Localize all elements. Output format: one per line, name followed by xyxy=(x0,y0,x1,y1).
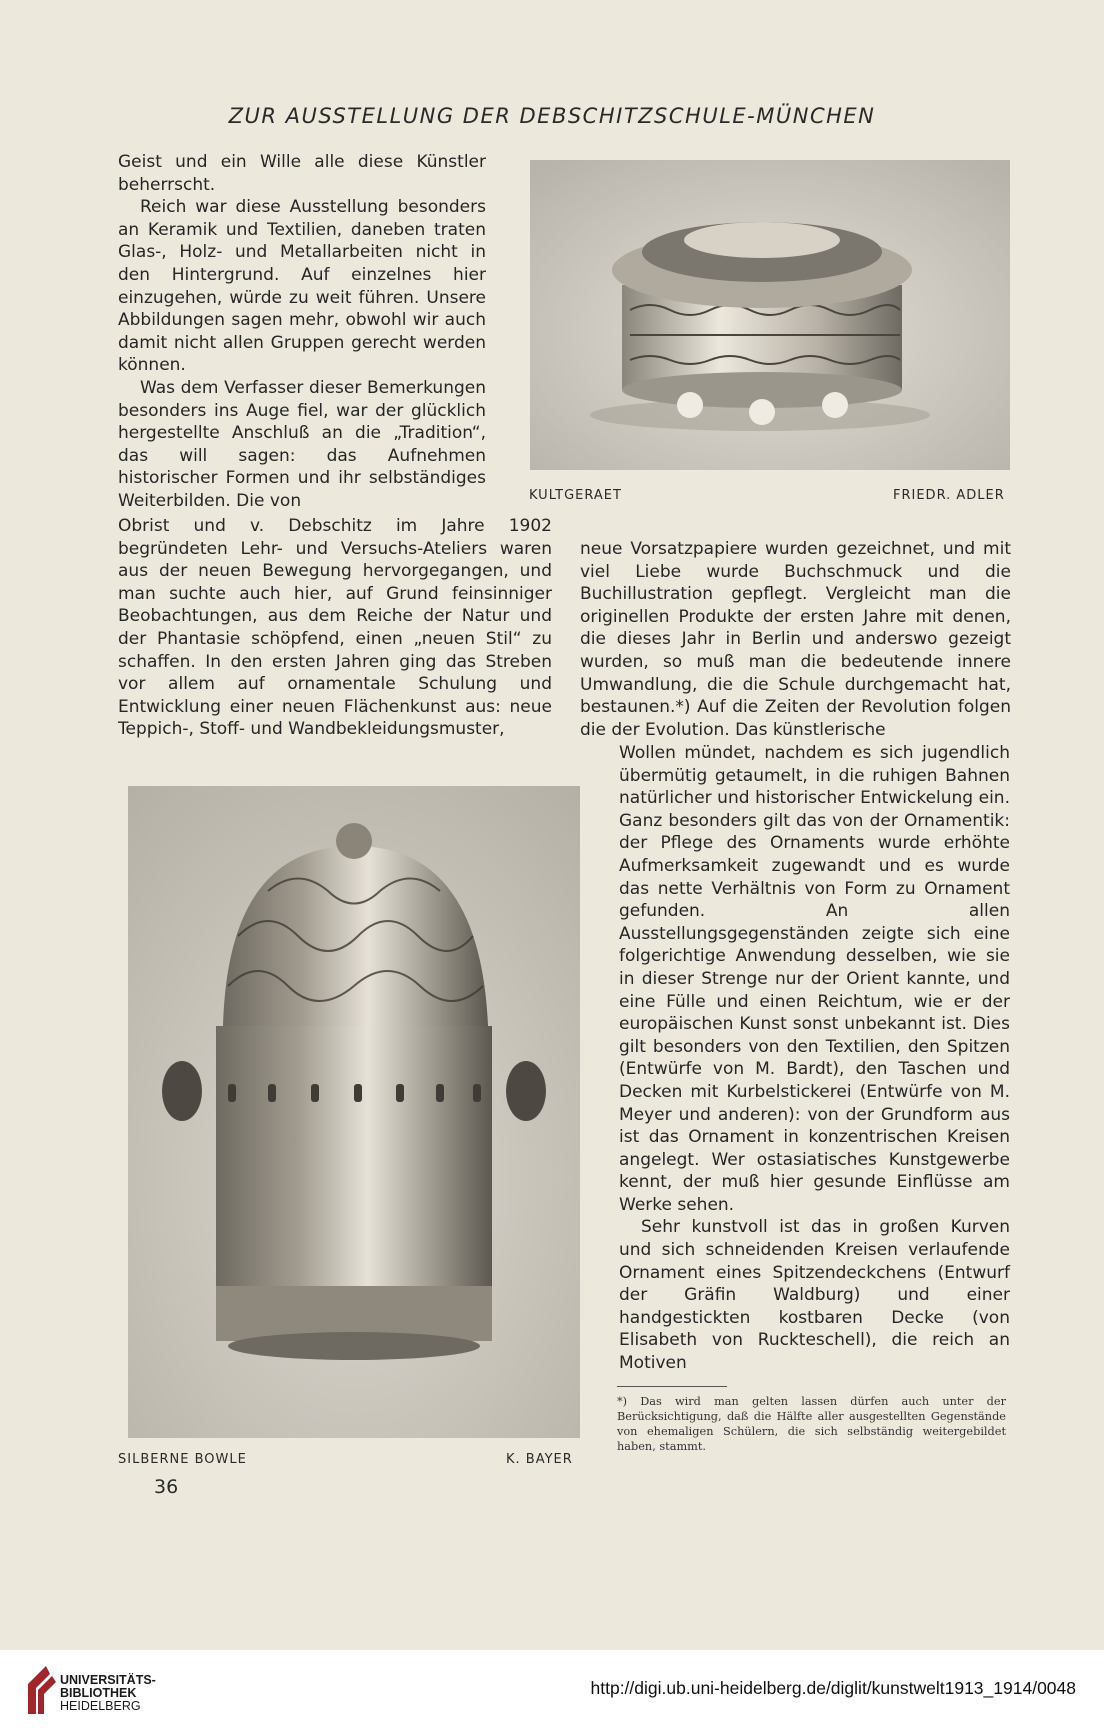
paragraph: Was dem Verfasser dieser Bemerkungen besonders ins Auge fiel, war der glücklich hergestellte Anschluß an die „Tradition“, das will sagen: das Aufnehmen historischer Formen und ihr selbständiges Weiterbilden. Die von xyxy=(118,377,486,511)
library-line: UNIVERSITÄTS- xyxy=(60,1673,156,1687)
photo-silberne-bowle xyxy=(128,786,580,1438)
paragraph: Wollen mündet, nachdem es sich jugendlich übermütig getaumelt, in die ruhigen Bahnen natürlicher und historischer Entwickelung ein. Ganz besonders gilt das von der Ornamentik: der Pflege des Ornaments wurde erhöhte Aufmerksamkeit zugewandt und es wurde das nette Verhältnis von Form zu Ornament gefunden. An allen Ausstellungsgegenständen zeigte sich eine folgerichtige Anwendung desselben, wie sie in dieser Strenge nur der Orient kannte, und eine Fülle und einen Reichtum, wie er der europäischen Kunst sonst unbekannt ist. Dies gilt besonders von den Textilien, den Spitzen (Entwürfe von M. Bardt), den Taschen und Decken mit Kurbelstickerei (Entwürfe von M. Meyer und anderen): von der Grundform aus ist das Ornament in konzentrischen Kreisen angelegt. Wer ostasiatisches Kunstgewerbe kennt, der muß hier gesunde Einflüsse am Werke sehen. xyxy=(619,743,1010,1215)
paragraph: Geist und ein Wille alle diese Künstler beherrscht. xyxy=(118,152,486,195)
library-name xyxy=(60,1674,156,1713)
caption-right: FRIEDR. ADLER xyxy=(893,488,1005,503)
paragraph: Sehr kunstvoll ist das in großen Kurven und sich schneidenden Kreisen verlaufende Ornament eines Spitzendeckchens (Entwurf der Gräfin Waldburg) und einer handgestickten kostbaren Decke (von Elisabeth von Ruckteschell), die reich an Motiven xyxy=(619,1217,1010,1374)
library-line: BIBLIOTHEK xyxy=(60,1686,137,1700)
right-column-upper xyxy=(580,538,1011,741)
caption-left: KULTGERAET xyxy=(529,488,622,503)
digitization-footer xyxy=(0,1650,1104,1734)
paragraph: Obrist und v. Debschitz im Jahre 1902 begründeten Lehr- und Versuchs-Ateliers waren aus der neuen Bewegung hervorgegangen, und man suchte auch hier, auf Grund feinsinniger Beobachtungen, aus dem Reiche der Natur und der Phantasie schöpfend, einen „neuen Stil“ zu schaffen. In den ersten Jahren ging das Streben vor allem auf ornamentale Schulung und Entwicklung einer neuen Flächenkunst aus: neue Teppich-, Stoff- und Wandbekleidungsmuster, xyxy=(118,516,552,740)
paragraph: Reich war diese Ausstellung besonders an Keramik und Textilien, daneben traten Glas-, Holz- und Metallarbeiten nicht in den Hintergrund. Auf einzelnes hier einzugehen, würde zu weit führen. Unsere Abbildungen sagen mehr, obwohl wir auch damit nicht allen Gruppen gerecht werden können. xyxy=(118,197,486,376)
page-number: 36 xyxy=(154,1476,179,1498)
footnote: *) Das wird man gelten lassen dürfen auch unter der Berücksichtigung, daß die Hälfte aller ausgestellten Gegenstände von ehemaligen Schülern, die sich selbständig weitergebildet haben, stammt. xyxy=(617,1395,1006,1453)
running-title: ZUR AUSSTELLUNG DER DEBSCHITZSCHULE-MÜNCHEN xyxy=(228,104,876,128)
source-url-link[interactable]: http://digi.ub.uni-heidelberg.de/diglit/kunstwelt1913_1914/0048 xyxy=(590,1678,1076,1698)
photo-kultgeraet xyxy=(530,160,1010,470)
caption-right: K. BAYER xyxy=(506,1452,573,1467)
library-line: HEIDELBERG xyxy=(60,1699,141,1713)
left-top-column xyxy=(118,151,486,513)
caption-left: SILBERNE BOWLE xyxy=(118,1452,247,1467)
paragraph: neue Vorsatzpapiere wurden gezeichnet, und mit viel Liebe wurde Buchschmuck und die Buchillustration gepflegt. Vergleicht man die originellen Produkte der ersten Jahre mit denen, die dieses Jahr in Berlin und anderswo gezeigt wurden, so muß man die bedeutende innere Umwandlung, die die Schule durchgemacht hat, bestaunen.*) Auf die Zeiten der Revolution folgen die der Evolution. Das künstlerische xyxy=(580,539,1011,740)
left-wide-column xyxy=(118,515,552,741)
right-column-lower xyxy=(619,742,1010,1375)
footnote-divider xyxy=(617,1386,727,1387)
